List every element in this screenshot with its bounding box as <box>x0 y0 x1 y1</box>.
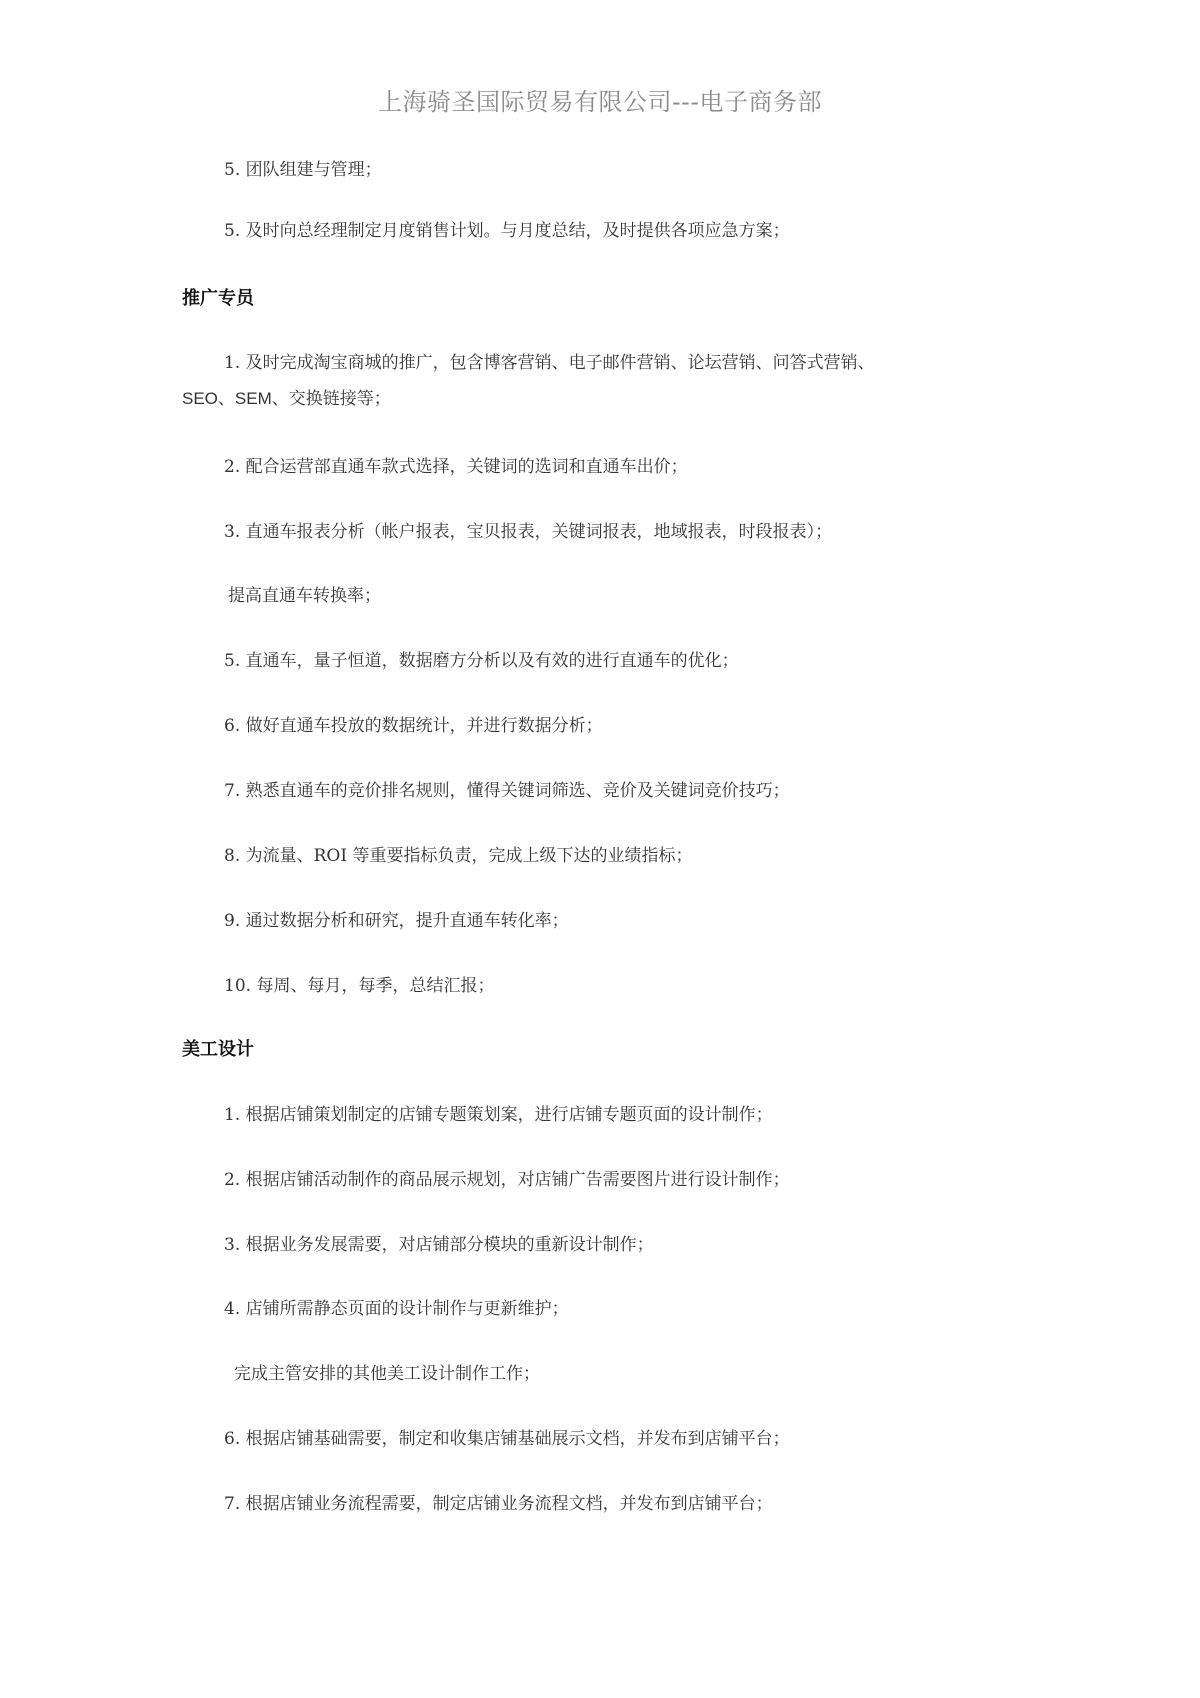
list-item: 5. 直通车，量子恒道，数据磨方分析以及有效的进行直通车的优化； <box>224 651 739 671</box>
section-heading-art-design: 美工设计 <box>182 1039 254 1060</box>
page-header-title: 上海骑圣国际贸易有限公司---电子商务部 <box>378 88 822 116</box>
list-item: 完成主管安排的其他美工设计制作工作； <box>234 1364 540 1384</box>
list-item: 9. 通过数据分析和研究，提升直通车转化率； <box>224 911 569 931</box>
list-item: 1. 及时完成淘宝商城的推广，包含博客营销、电子邮件营销、论坛营销、问答式营销、 <box>224 353 875 373</box>
intro-item: 5. 及时向总经理制定月度销售计划。与月度总结，及时提供各项应急方案； <box>224 221 790 241</box>
list-item: 2. 根据店铺活动制作的商品展示规划，对店铺广告需要图片进行设计制作； <box>224 1170 790 1190</box>
list-item: 7. 根据店铺业务流程需要，制定店铺业务流程文档，并发布到店铺平台； <box>224 1494 773 1514</box>
list-item: 7. 熟悉直通车的竞价排名规则，懂得关键词筛选、竞价及关键词竞价技巧； <box>224 781 790 801</box>
list-item: 2. 配合运营部直通车款式选择，关键词的选词和直通车出价； <box>224 457 688 477</box>
list-item: 4. 店铺所需静态页面的设计制作与更新维护； <box>224 1299 569 1319</box>
list-item-continuation: SEO、SEM、交换链接等； <box>182 389 391 408</box>
section-heading-promotion: 推广专员 <box>182 288 254 309</box>
list-item: 3. 根据业务发展需要，对店铺部分模块的重新设计制作； <box>224 1235 654 1255</box>
list-item: 10. 每周、每月，每季，总结汇报； <box>224 976 495 996</box>
list-item: 6. 根据店铺基础需要，制定和收集店铺基础展示文档，并发布到店铺平台； <box>224 1429 790 1449</box>
list-item: 3. 直通车报表分析（帐户报表，宝贝报表，关键词报表，地域报表，时段报表）； <box>224 522 833 542</box>
list-item: 8. 为流量、ROI 等重要指标负责，完成上级下达的业绩指标； <box>224 846 693 866</box>
list-item: 提高直通车转换率； <box>228 586 381 606</box>
list-item: 1. 根据店铺策划制定的店铺专题策划案，进行店铺专题页面的设计制作； <box>224 1105 773 1125</box>
list-item: 6. 做好直通车投放的数据统计，并进行数据分析； <box>224 716 603 736</box>
intro-item: 5. 团队组建与管理； <box>224 160 382 180</box>
